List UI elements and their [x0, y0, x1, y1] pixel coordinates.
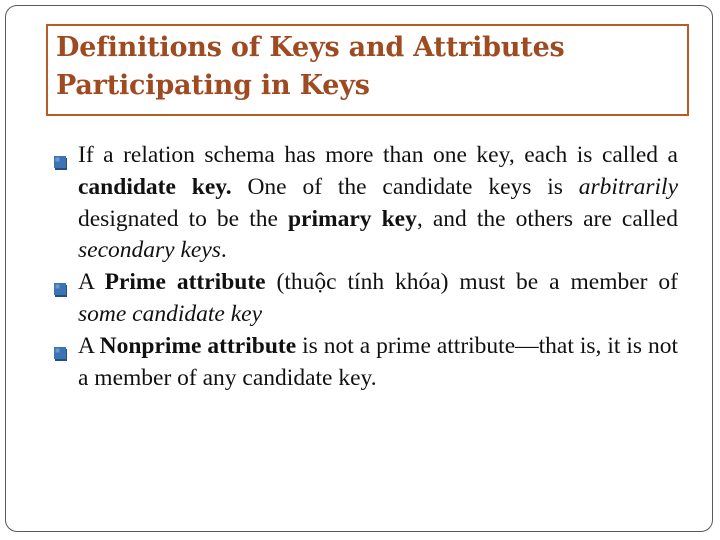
- term-some-candidate-key: some candidate key: [78, 300, 263, 327]
- slide-title-line-1: Definitions of Keys and Attributes: [56, 32, 565, 63]
- square-check-bullet-icon: [53, 276, 69, 292]
- square-check-bullet-icon: [53, 340, 69, 356]
- bullet-item-candidate-key: [52, 140, 678, 267]
- term-nonprime-attribute: Nonprime attribute: [99, 332, 297, 359]
- bullet-1-seg-8: .: [220, 237, 227, 264]
- bullet-1-seg-6: , and the others are called: [416, 205, 678, 232]
- slide-frame: [5, 5, 713, 532]
- term-candidate-key: candidate key.: [78, 173, 232, 200]
- bullet-1-seg-4: designated to be the: [78, 205, 288, 232]
- bullet-1-seg-0: If a relation schema has more than one key, each is called a: [78, 142, 678, 168]
- term-secondary-keys: secondary keys: [78, 237, 221, 264]
- bullet-2-seg-0: A: [78, 269, 105, 296]
- slide-title-line-2: Participating in Keys: [56, 70, 370, 101]
- bullet-text-2: [78, 269, 678, 327]
- bullet-2-seg-2: (thuộc tính khóa) must be a member of: [265, 269, 679, 296]
- bullet-3-seg-2: is not a prime attribute—that is, it is not a member of any candidate key.: [78, 332, 678, 391]
- bullet-item-nonprime-attribute: [52, 331, 678, 395]
- bullet-text-1: [78, 142, 678, 263]
- bullet-text-3: [78, 333, 678, 391]
- bullet-1-seg-2: One of the candidate keys is: [231, 173, 579, 200]
- bullet-item-prime-attribute: [52, 267, 678, 331]
- square-check-bullet-icon: [53, 149, 69, 165]
- bullet-3-seg-0: A: [78, 332, 100, 359]
- term-prime-attribute: Prime attribute: [104, 269, 266, 296]
- slide-title-box: [46, 24, 689, 116]
- slide-body: [52, 140, 678, 394]
- term-primary-key: primary key: [287, 205, 417, 232]
- term-arbitrarily: arbitrarily: [578, 173, 678, 200]
